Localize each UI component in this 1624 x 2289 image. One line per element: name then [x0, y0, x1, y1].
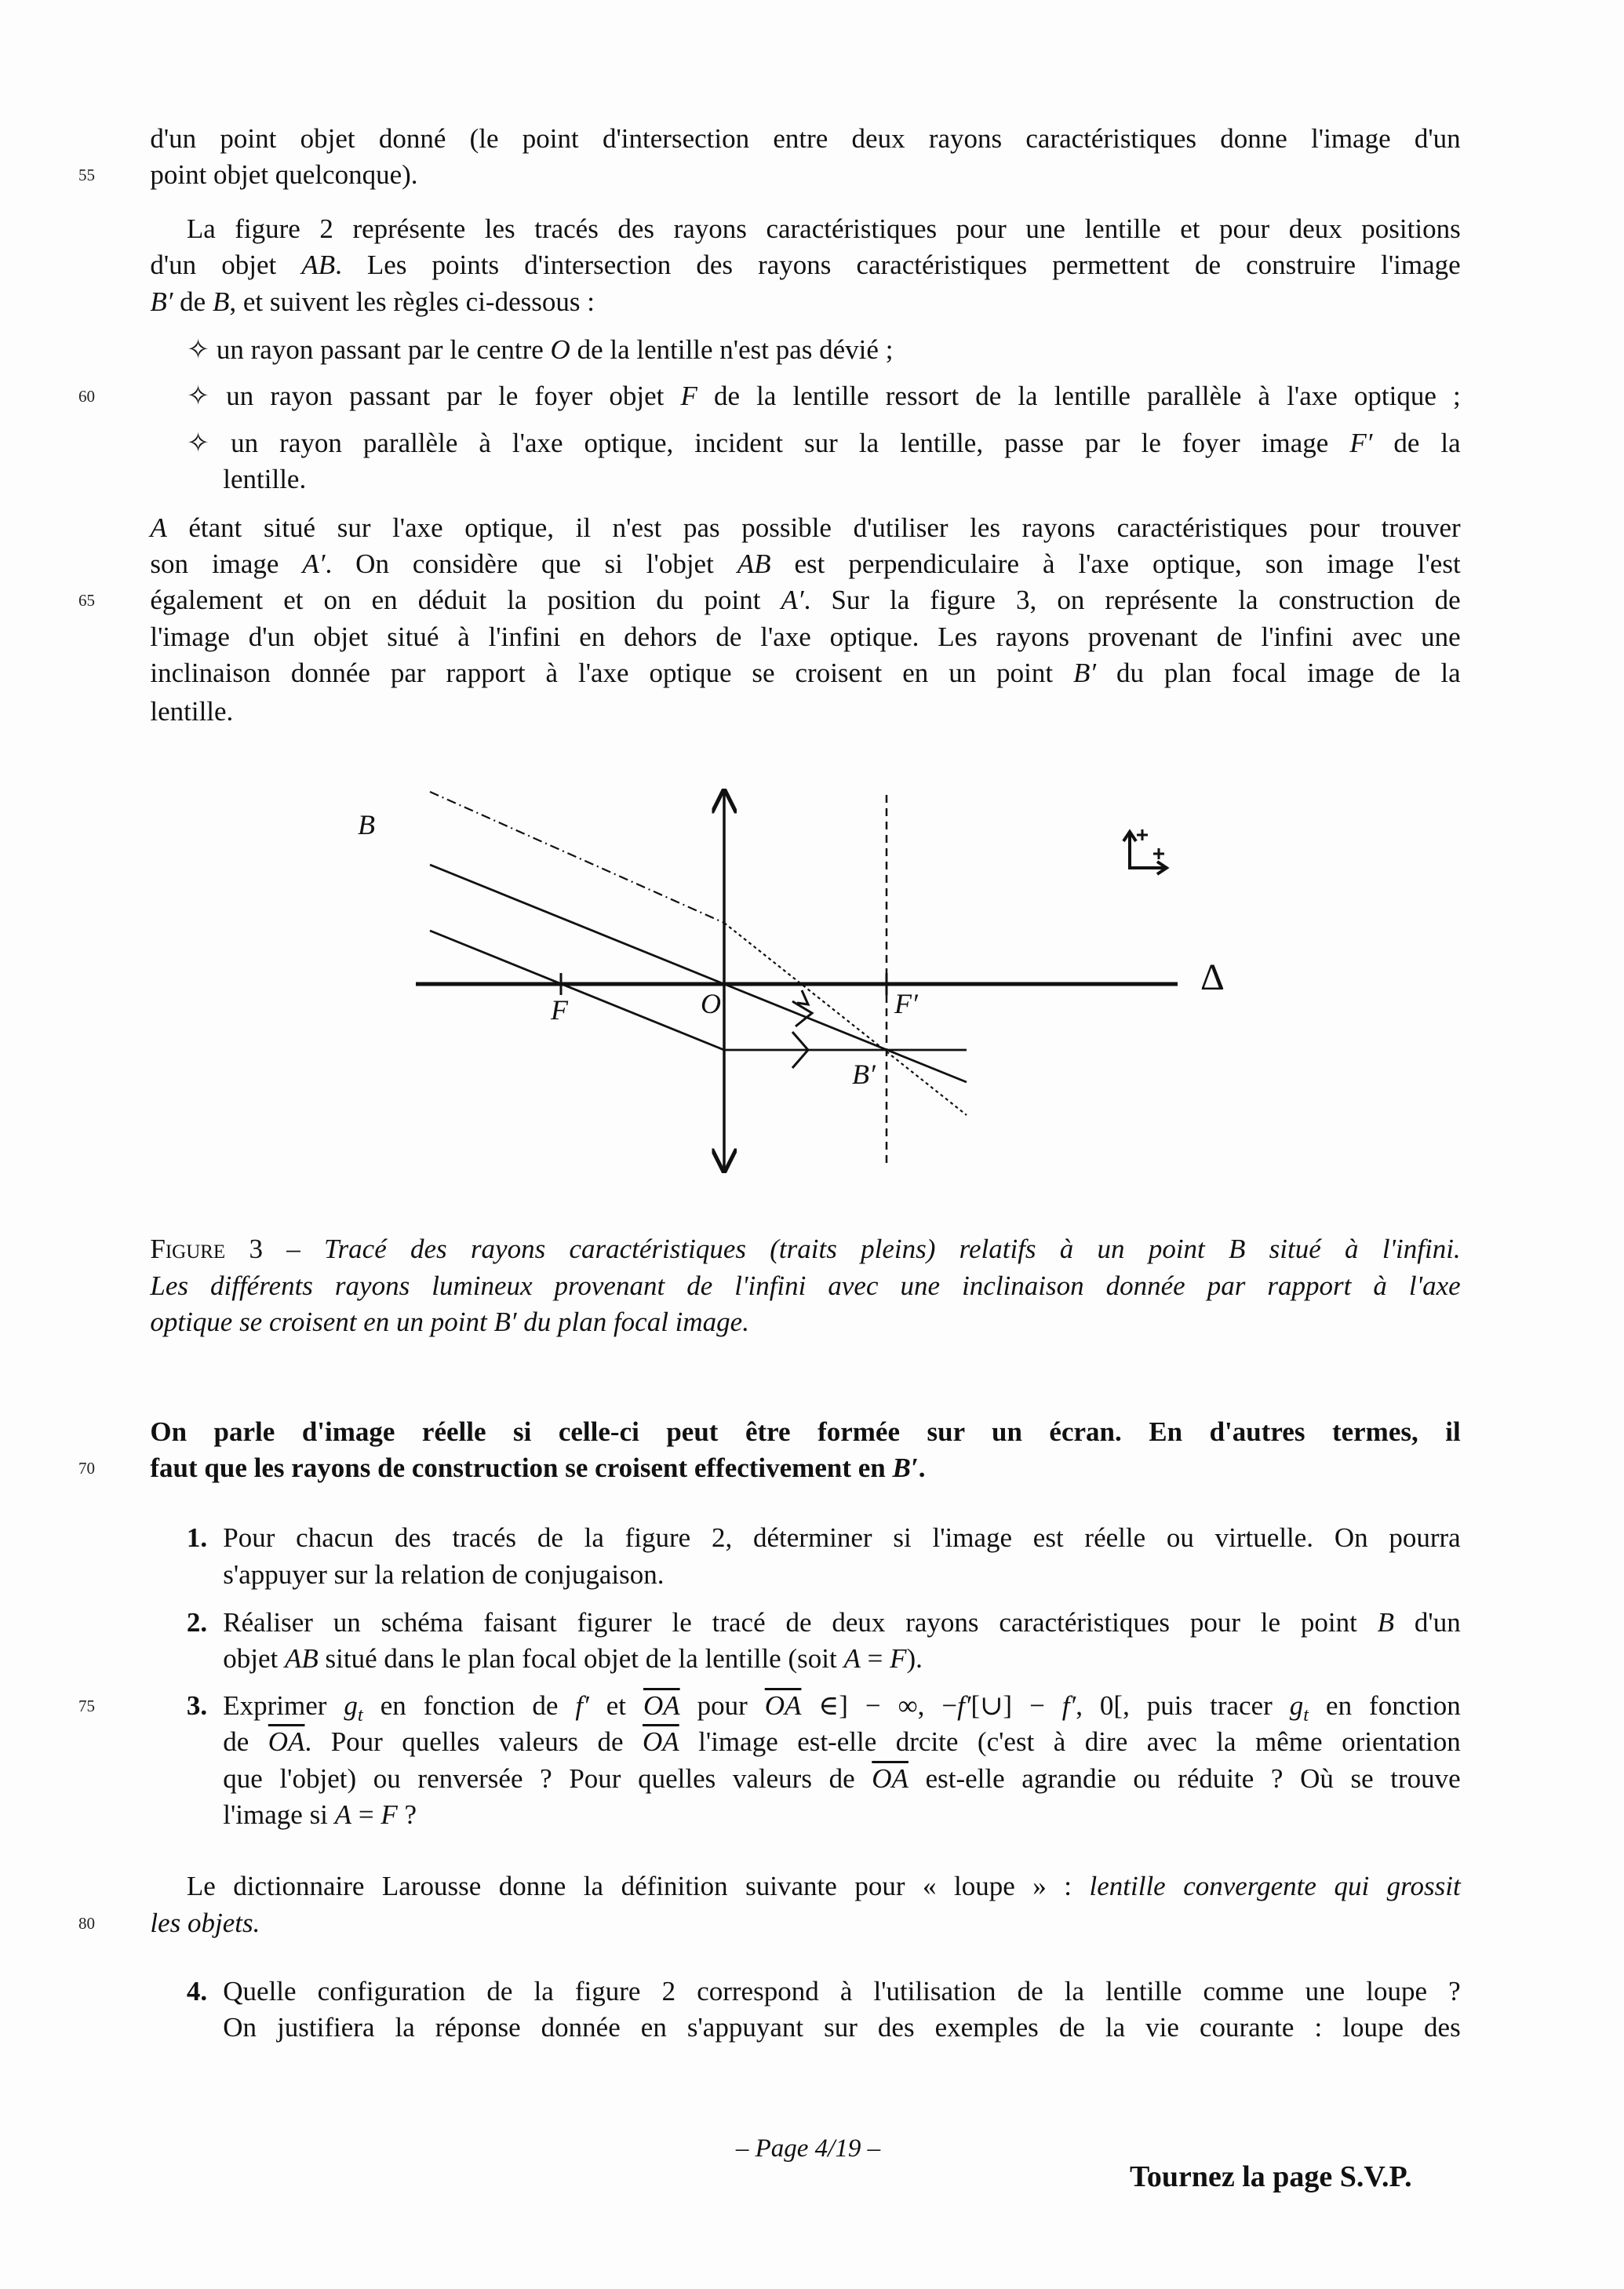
text-line: que l'objet) ou renversée ? Pour quelles valeurs de $\overline{OA}$ est-elle agrandie ou réduite ? Où se trouve — [223, 1762, 1461, 1794]
text-line: son image A′. On considère que si l'objet AB est perpendiculaire à l'axe optique, son image l'est — [150, 549, 1461, 580]
text-line: Réaliser un schéma faisant figurer le tracé de deux rayons caractéristiques pour le point B d'un — [223, 1606, 1461, 1638]
margin-line-number: 70 — [78, 1459, 95, 1478]
text-line: l'image si A = F ? — [223, 1799, 417, 1831]
text-line: Quelle configuration de la figure 2 correspond à l'utilisation de la lentille comme une loupe ? — [223, 1976, 1461, 2007]
text-line: inclinaison donnée par rapport à l'axe optique se croisent en un point B′ du plan focal image de la — [150, 658, 1461, 689]
text-line: La figure 2 représente les tracés des rayons caractéristiques pour une lentille et pour deux positions — [186, 213, 1461, 244]
figure-caption-line: Les différents rayons lumineux provenant de l'infini avec une inclinaison donnée par rapport à l'axe — [150, 1270, 1461, 1301]
page-number: – Page 4/19 – — [735, 2134, 881, 2163]
figure-caption-line: Figure 3 – Tracé des rayons caractéristiques (traits pleins) relatifs à un point B situé à l'infini. — [150, 1234, 1461, 1265]
bold-statement-line: faut que les rayons de construction se croisent effectivement en B′. — [150, 1452, 926, 1483]
label-F: F — [551, 994, 568, 1026]
text-line: lentille. — [223, 464, 307, 495]
margin-line-number: 55 — [78, 165, 95, 184]
text-line: lentille. — [150, 695, 234, 727]
text-line: objet AB situé dans le plan focal objet de la lentille (soit A = F). — [223, 1643, 923, 1675]
text-line: Le dictionnaire Larousse donne la définition suivante pour « loupe » : lentille convergente qui grossit — [186, 1871, 1461, 1902]
arrow-mark — [797, 990, 808, 1004]
text-line: point objet quelconque). — [150, 159, 418, 190]
text-line: Pour chacun des tracés de la figure 2, déterminer si l'image est réelle ou virtuelle. On pourra — [223, 1522, 1461, 1554]
margin-line-number: 60 — [78, 387, 95, 406]
text-line: de $\overline{OA}$. Pour quelles valeurs de $\overline{OA}$ l'image est-elle drcite (c'est à dire avec la même orientation — [223, 1726, 1461, 1758]
text-line: Exprimer $g_t$ en fonction de f′ et $\overline{OA}$ pour $\overline{OA}$ ∈] − ∞, −f′[∪] − f′, 0[, puis tracer $g_t$ en fonction — [223, 1689, 1461, 1726]
axes-orientation-icon — [1123, 829, 1167, 874]
text-line: ✧ un rayon parallèle à l'axe optique, incident sur la lentille, passe par le foyer image F′ de la — [186, 427, 1461, 458]
text-line: ✧ un rayon passant par le foyer objet F de la lentille ressort de la lentille parallèle à l'axe optique ; — [186, 381, 1461, 412]
text-line: l'image d'un objet situé à l'infini en dehors de l'axe optique. Les rayons provenant de l'infini avec une — [150, 621, 1461, 652]
margin-line-number: 75 — [78, 1696, 95, 1715]
question-number: 3. — [186, 1689, 208, 1721]
turn-page-note: Tournez la page S.V.P. — [1130, 2160, 1412, 2193]
text-line: ✧ un rayon passant par le centre O de la lentille n'est pas dévié ; — [186, 334, 894, 365]
text-line: également et on en déduit la position du point A′. Sur la figure 3, on représente la construction de — [150, 585, 1461, 616]
label-O: O — [701, 988, 721, 1019]
text-line: B′ de B, et suivent les règles ci-dessous : — [150, 286, 595, 317]
margin-line-number: 65 — [78, 591, 95, 611]
question-number: 2. — [186, 1606, 208, 1638]
question-number: 4. — [186, 1976, 208, 2007]
question-number: 1. — [186, 1522, 208, 1554]
text-line: On justifiera la réponse donnée en s'appuyant sur des exemples de la vie courante : loupe des — [223, 2012, 1461, 2043]
bold-statement-line: On parle d'image réelle si celle-ci peut être formée sur un écran. En d'autres termes, il — [150, 1416, 1461, 1447]
text-line: d'un objet AB. Les points d'intersection des rayons caractéristiques permettent de construire l'image — [150, 250, 1461, 281]
text-line: s'appuyer sur la relation de conjugaison. — [223, 1558, 665, 1590]
label-delta: Δ — [1200, 957, 1225, 998]
text-line: les objets. — [150, 1907, 260, 1938]
label-B-prime: B′ — [852, 1059, 876, 1090]
margin-line-number: 80 — [78, 1913, 95, 1933]
text-line: d'un point objet donné (le point d'intersection entre deux rayons caractéristiques donne l'image d'un — [150, 122, 1461, 154]
figure-caption-line: optique se croisent en un point B′ du plan focal image. — [150, 1307, 749, 1338]
ray-dashdot-refracted — [724, 923, 967, 1115]
label-F-prime: F′ — [894, 988, 918, 1019]
text-line: A étant situé sur l'axe optique, il n'est pas possible d'utiliser les rayons caractéristiques pour trouver — [150, 512, 1461, 543]
ray-dashdot-incident — [430, 792, 724, 923]
label-B: B — [358, 809, 375, 840]
